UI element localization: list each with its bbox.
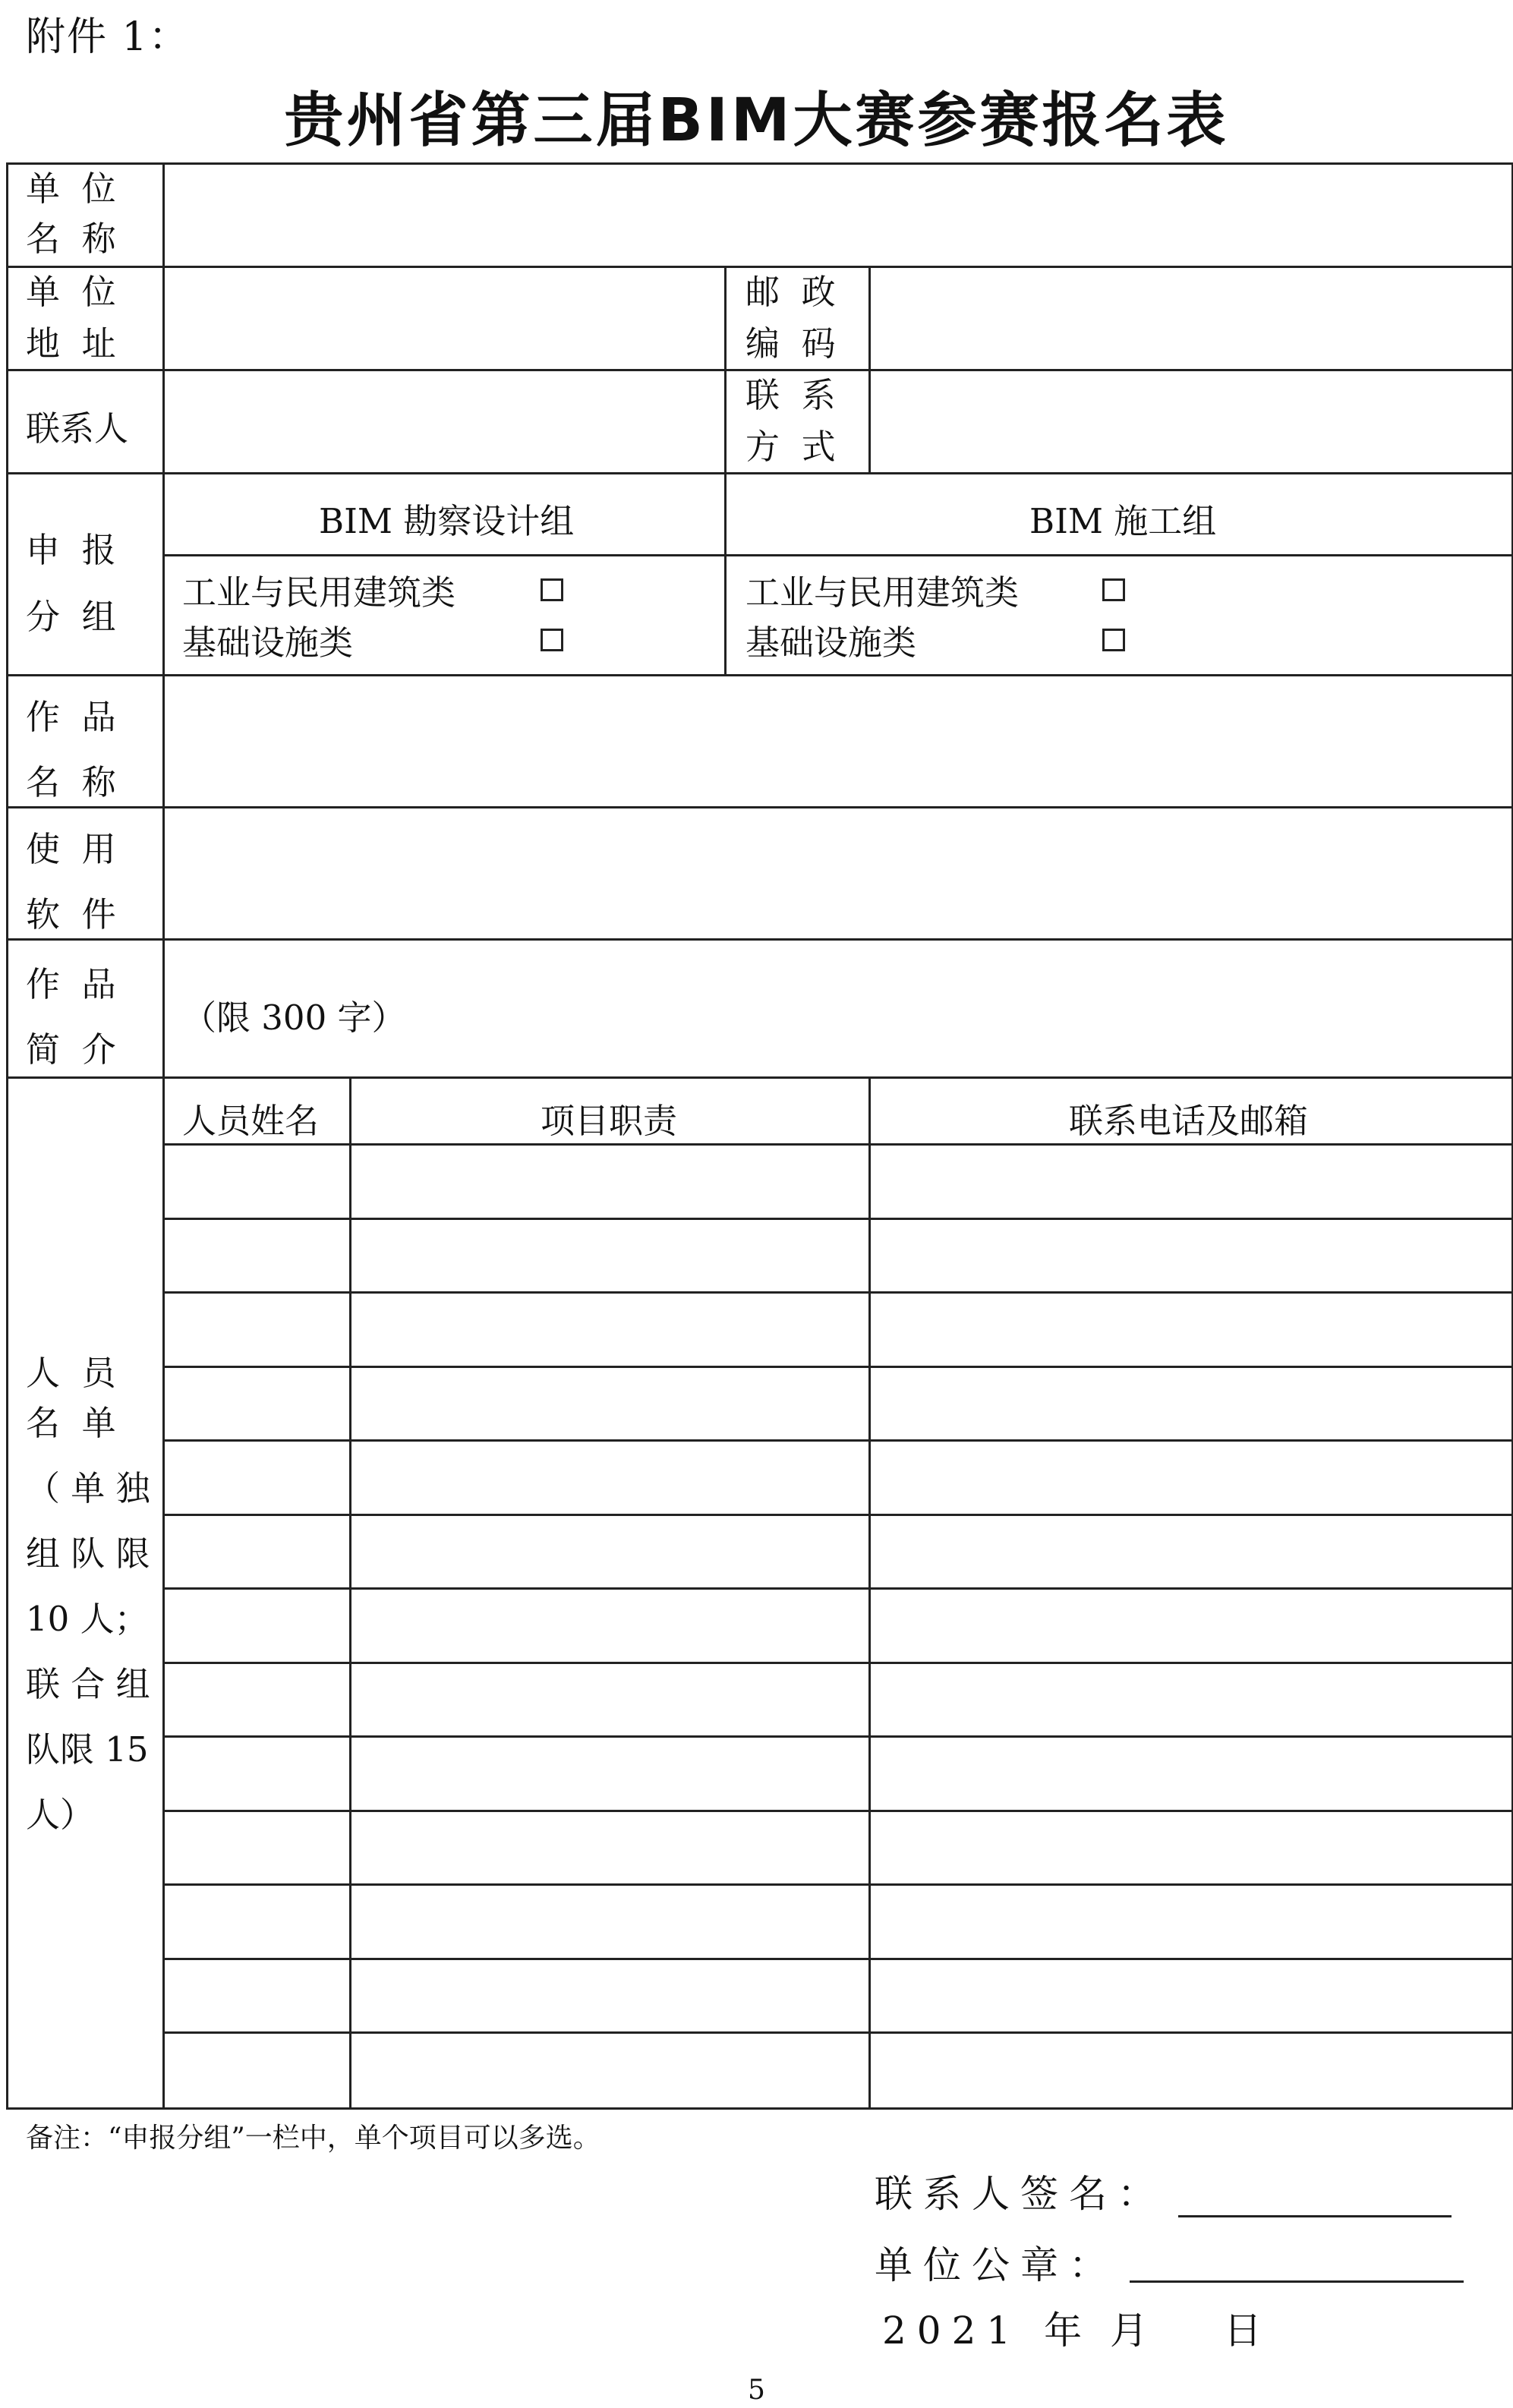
design-infrastructure-checkbox[interactable] xyxy=(541,629,563,651)
label-personnel-7: 队限 15 xyxy=(26,1729,149,1770)
table-border-top xyxy=(6,162,1513,165)
row-divider xyxy=(162,1735,1513,1738)
unit-seal-line[interactable] xyxy=(1130,2280,1464,2283)
date-month: 月 xyxy=(1110,2309,1158,2353)
row-divider xyxy=(162,1587,1513,1590)
contact-signature-label: 联系人签名： xyxy=(875,2172,1166,2216)
row-divider xyxy=(162,2031,1513,2034)
label-intro-2: 简 介 xyxy=(26,1029,116,1070)
label-personnel-8: 人） xyxy=(26,1795,95,1835)
contact-signature-line[interactable] xyxy=(1178,2215,1452,2217)
table-border-bottom xyxy=(6,2107,1513,2110)
label-unit-name-1: 单 位 xyxy=(26,169,116,209)
row-divider xyxy=(162,1366,1513,1368)
construction-group-header: BIM 施工组 xyxy=(1029,501,1217,541)
label-group-2: 分 组 xyxy=(26,597,116,637)
label-work-name-1: 作 品 xyxy=(26,697,116,737)
row-divider xyxy=(6,806,1513,808)
date-day: 日 xyxy=(1224,2309,1272,2353)
row-divider xyxy=(162,1662,1513,1664)
construction-option-infrastructure: 基础设施类 xyxy=(745,622,917,663)
column-divider xyxy=(868,266,871,472)
label-personnel-4: 组 队 限 xyxy=(26,1533,150,1574)
page-number: 5 xyxy=(748,2375,765,2406)
label-personnel-1: 人 员 xyxy=(26,1353,116,1393)
label-unit-address-1: 单 位 xyxy=(26,272,116,312)
row-divider xyxy=(6,674,1513,676)
label-contact-person: 联系人 xyxy=(26,408,129,449)
label-contact-method-1: 联 系 xyxy=(745,375,836,415)
design-civil-checkbox[interactable] xyxy=(541,578,563,601)
column-divider xyxy=(349,1076,351,2109)
label-software-1: 使 用 xyxy=(26,829,116,869)
row-divider xyxy=(162,1218,1513,1220)
label-postal-code-1: 邮 政 xyxy=(745,272,836,312)
design-option-civil: 工业与民用建筑类 xyxy=(182,572,456,613)
form-title: 贵州省第三届BIM大赛参赛报名表 xyxy=(284,87,1229,155)
construction-option-civil: 工业与民用建筑类 xyxy=(745,572,1020,613)
row-divider xyxy=(162,1439,1513,1442)
label-work-name-2: 名 称 xyxy=(26,762,116,802)
row-divider xyxy=(6,938,1513,941)
row-divider xyxy=(6,369,1513,371)
label-software-2: 软 件 xyxy=(26,894,116,935)
row-divider xyxy=(162,1958,1513,1960)
label-personnel-5: 10 人； xyxy=(26,1599,149,1639)
intro-hint: （限 300 字） xyxy=(182,998,406,1038)
row-divider xyxy=(162,1514,1513,1516)
unit-seal-label: 单位公章： xyxy=(875,2243,1117,2287)
row-divider xyxy=(6,266,1513,268)
attachment-label: 附件 1： xyxy=(26,14,190,60)
row-divider xyxy=(162,1810,1513,1812)
design-group-header: BIM 勘察设计组 xyxy=(319,501,575,541)
label-postal-code-2: 编 码 xyxy=(745,323,836,364)
row-divider xyxy=(162,554,1513,556)
column-divider xyxy=(724,472,727,674)
row-divider xyxy=(162,1143,1513,1146)
label-intro-1: 作 品 xyxy=(26,964,116,1004)
label-unit-name-2: 名 称 xyxy=(26,219,116,259)
label-personnel-6: 联 合 组 xyxy=(26,1664,150,1704)
table-border-left xyxy=(6,162,8,2110)
column-header-duty: 项目职责 xyxy=(541,1101,678,1141)
label-group-1: 申 报 xyxy=(26,530,116,570)
form-note: 备注：“申报分组”一栏中，单个项目可以多选。 xyxy=(26,2123,600,2154)
date-year: 2021 年 xyxy=(882,2309,1093,2353)
construction-infrastructure-checkbox[interactable] xyxy=(1102,629,1125,651)
label-personnel-3: （ 单 独 xyxy=(26,1468,150,1508)
row-divider xyxy=(6,1076,1513,1079)
row-divider xyxy=(162,1291,1513,1294)
column-divider xyxy=(868,1076,871,2109)
column-divider xyxy=(724,266,727,472)
construction-civil-checkbox[interactable] xyxy=(1102,578,1125,601)
label-column-divider xyxy=(162,162,165,2110)
label-unit-address-2: 地 址 xyxy=(26,323,116,364)
column-header-contact: 联系电话及邮箱 xyxy=(1069,1101,1309,1141)
label-personnel-2: 名 单 xyxy=(26,1403,116,1443)
row-divider xyxy=(162,1883,1513,1886)
row-divider xyxy=(6,472,1513,474)
label-contact-method-2: 方 式 xyxy=(745,427,836,467)
design-option-infrastructure: 基础设施类 xyxy=(182,622,354,663)
column-header-name: 人员姓名 xyxy=(182,1101,320,1141)
